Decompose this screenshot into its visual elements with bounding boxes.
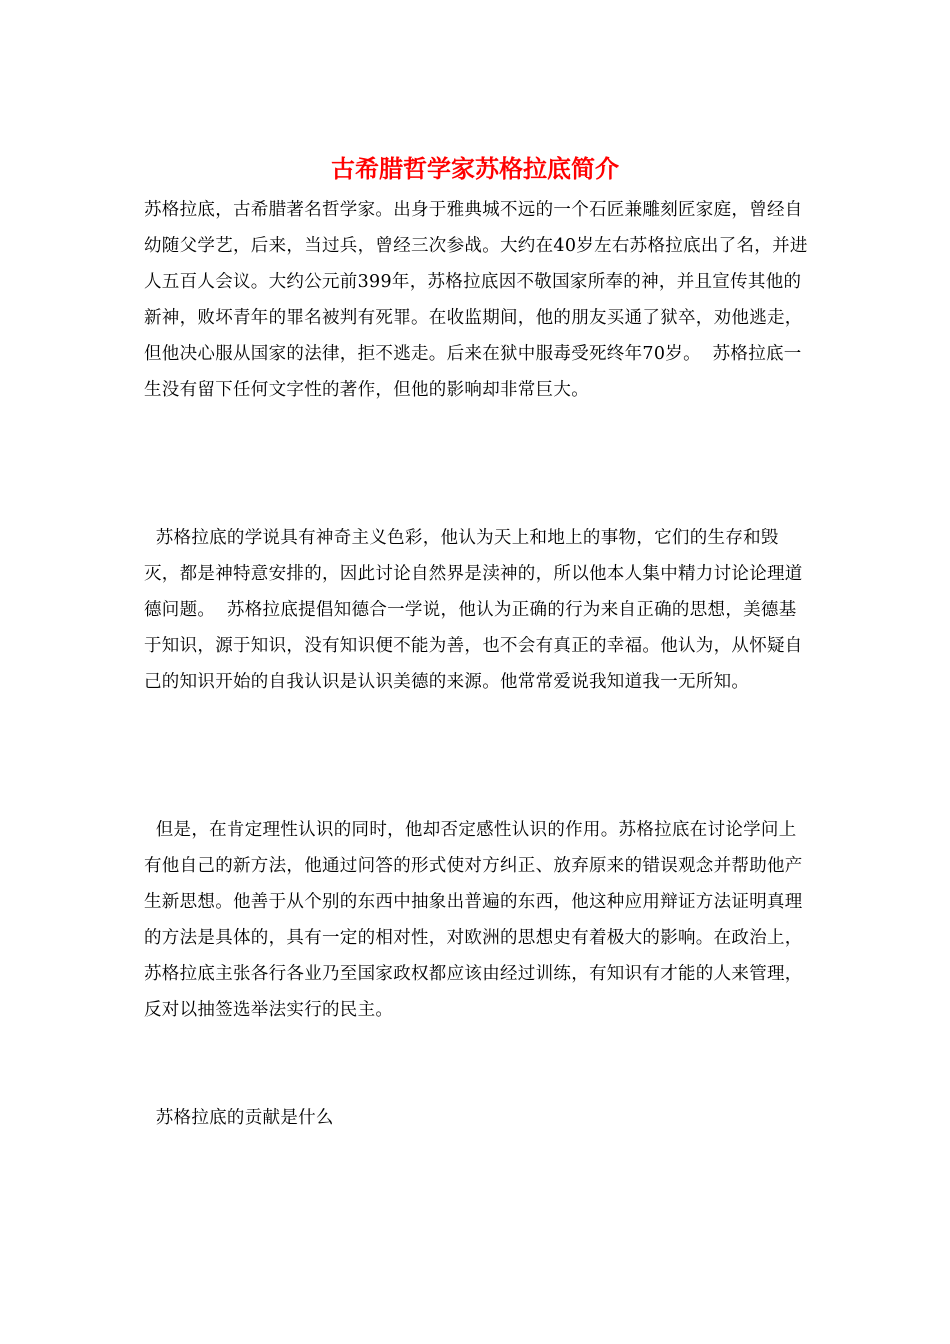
paragraph-doctrine: 苏格拉底的学说具有神奇主义色彩，他认为天上和地上的事物，它们的生存和毁灭，都是神特意安排的，因此讨论自然界是渎神的，所以他本人集中精力讨论论理道德问题。 苏格拉底提倡知德合一学说，他认为正确的行为来自正确的思想，美德基于知识，源于知识，没有知识便不能为善，也不会有真正的幸福。他认为，从怀疑自己的知识开始的自我认识是认识美德的来源。他常常爱说我知道我一无所知。 [144, 528, 803, 692]
paragraph-method: 但是，在肯定理性认识的同时，他却否定感性认识的作用。苏格拉底在讨论学问上有他自己的新方法，他通过问答的形式使对方纠正、放弃原来的错误观念并帮助他产生新思想。他善于从个别的东西中抽象出普遍的东西，他这种应用辩证方法证明真理的方法是具体的，具有一定的相对性，对欧洲的思想史有着极大的影响。在政治上，苏格拉底主张各行各业乃至国家政权都应该由经过训练，有知识有才能的人来管理，反对以抽签选举法实行的民主。 [144, 820, 803, 1020]
paragraph-biography: 苏格拉底，古希腊著名哲学家。出身于雅典城不远的一个石匠兼雕刻匠家庭，曾经自幼随父学艺，后来，当过兵，曾经三次参战。大约在40岁左右苏格拉底出了名，并进人五百人会议。大约公元前399年，苏格拉底因不敬国家所奉的神，并且宣传其他的新神，败坏青年的罪名被判有死罪。在收监期间，他的朋友买通了狱卒，劝他逃走，但他决心服从国家的法律，拒不逃走。后来在狱中服毒受死终年70岁。 苏格拉底一生没有留下任何文字性的著作，但他的影响却非常巨大。 [144, 200, 808, 400]
paragraph-contribution-heading: 苏格拉底的贡献是什么 [144, 1108, 334, 1128]
document-title: 古希腊哲学家苏格拉底简介 [331, 154, 619, 183]
